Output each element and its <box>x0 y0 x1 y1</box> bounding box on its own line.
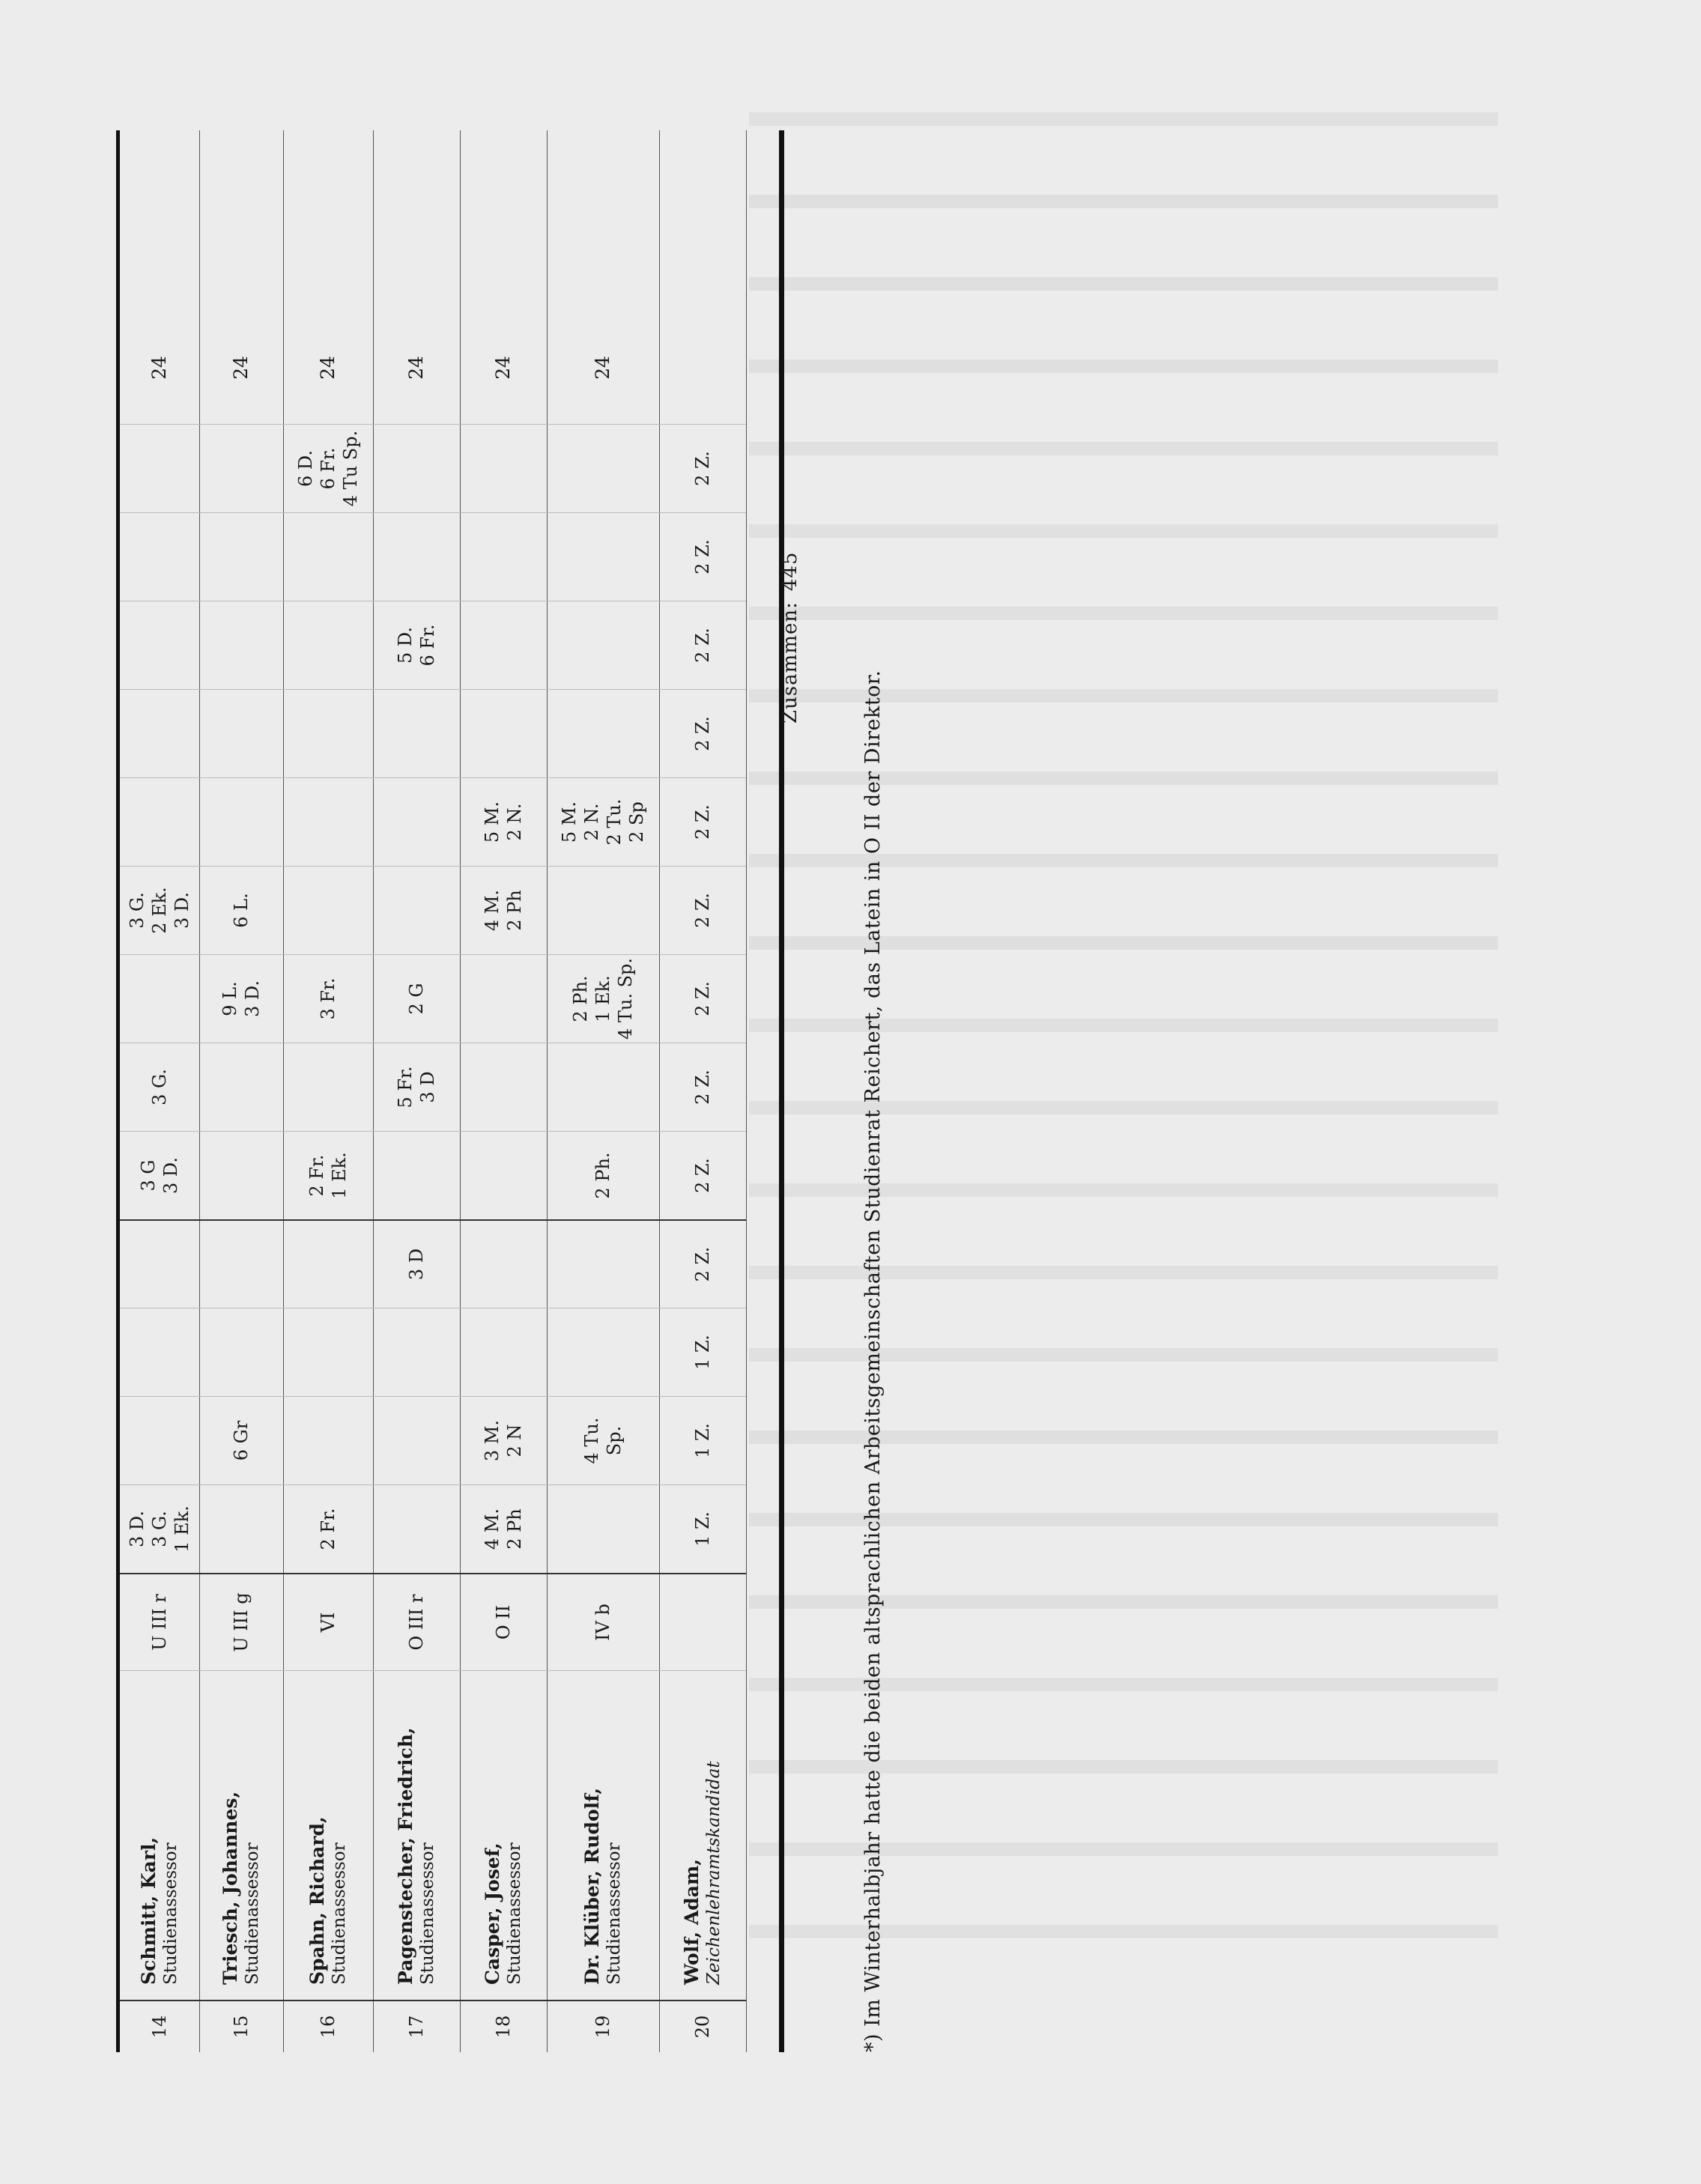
lesson-cell <box>199 1308 283 1396</box>
lesson-cell <box>120 954 199 1043</box>
hours-sum: 24 <box>317 356 339 380</box>
lesson-cell: 5 D. 6 Fr. <box>373 601 460 689</box>
teacher-name: Schmitt, Karl, <box>138 1836 160 1985</box>
lesson-cell: 4 M. 2 Ph <box>460 866 547 954</box>
lesson-cell: 3 D <box>373 1219 460 1308</box>
teacher-title: Studienassessor <box>243 1842 263 1985</box>
lesson-cell <box>547 601 659 689</box>
lesson-cell: 6 Gr <box>199 1396 283 1484</box>
lesson-cell: 2 Ph. <box>547 1131 659 1219</box>
lesson-cell: 3 D. 3 G. 1 Ek. <box>120 1484 199 1573</box>
teacher-cell <box>547 1670 659 2000</box>
lesson-cell: 2 Z. <box>659 954 746 1043</box>
row-number: 17 <box>373 2000 460 2052</box>
footnote: *) Im Winterhalbjahr hatte die beiden altsprachlichen Arbeitsgemeinschaften Studienrat Reichert, das Latein in O II der Direktor. <box>861 670 885 2052</box>
lesson-cell: 2 Fr. <box>283 1484 373 1573</box>
lesson-cell: 2 Z. <box>659 777 746 866</box>
lesson-cell <box>460 1043 547 1131</box>
lesson-cell: 3 G. <box>120 1043 199 1131</box>
table-row <box>659 130 747 2052</box>
class-teacher-of: VI <box>283 1573 373 1670</box>
lesson-cell <box>199 1043 283 1131</box>
lesson-cell: 5 Fr. 3 D <box>373 1043 460 1131</box>
lesson-cell <box>199 1484 283 1573</box>
lesson-cell <box>547 1308 659 1396</box>
table-row <box>120 130 200 2052</box>
lesson-cell: 2 Z. <box>659 512 746 601</box>
lesson-cell <box>120 689 199 777</box>
teacher-title: Zeichenlehramtskandidat <box>704 1761 724 1985</box>
lesson-cell: 4 Tu. Sp. <box>547 1396 659 1484</box>
teacher-cell <box>460 1670 547 2000</box>
teacher-cell <box>283 1670 373 2000</box>
lesson-cell <box>547 689 659 777</box>
class-teacher-of: U III g <box>199 1573 283 1670</box>
lesson-cell: 1 Z. <box>659 1396 746 1484</box>
teacher-cell <box>199 1670 283 2000</box>
class-teacher-of: IV b <box>547 1573 659 1670</box>
total-value: 445 <box>779 551 801 592</box>
lesson-cell: 6 D. 6 Fr. 4 Tu Sp. <box>283 424 373 512</box>
lesson-cell <box>373 512 460 601</box>
lesson-cell: 2 Z. <box>659 601 746 689</box>
teacher-name: Spahn, Richard, <box>306 1816 328 1985</box>
lesson-cell <box>547 424 659 512</box>
lesson-cell <box>199 512 283 601</box>
teacher-title: Studienassessor <box>161 1842 181 1985</box>
lesson-cell <box>199 1131 283 1219</box>
lesson-cell <box>120 424 199 512</box>
teacher-title: Studienassessor <box>418 1842 438 1985</box>
teacher-title: Studienassessor <box>505 1842 525 1985</box>
table-row <box>283 130 374 2052</box>
lesson-cell <box>120 1308 199 1396</box>
lesson-cell <box>547 1219 659 1308</box>
lesson-cell <box>373 1308 460 1396</box>
lesson-cell <box>460 424 547 512</box>
lesson-cell: 2 Z. <box>659 424 746 512</box>
lesson-cell <box>283 1219 373 1308</box>
lesson-cell <box>460 1308 547 1396</box>
teacher-cell <box>373 1670 460 2000</box>
lesson-cell <box>283 1043 373 1131</box>
lesson-cell <box>120 601 199 689</box>
lesson-cell <box>199 424 283 512</box>
teacher-cell <box>659 1670 746 2000</box>
lesson-cell: 2 Z. <box>659 689 746 777</box>
hours-sum: 24 <box>148 356 171 380</box>
lesson-cell: 4 M. 2 Ph <box>460 1484 547 1573</box>
lesson-cell: 2 Ph. 1 Ek. 4 Tu. Sp. <box>547 954 659 1043</box>
lesson-cell <box>373 777 460 866</box>
class-teacher-of <box>659 1573 746 1670</box>
lesson-cell <box>120 512 199 601</box>
lesson-cell: 6 L. <box>199 866 283 954</box>
total-label: Zusammen: <box>779 601 801 724</box>
teacher-name: Wolf, Adam, <box>681 1858 703 1985</box>
lesson-cell: 2 Z. <box>659 1131 746 1219</box>
lesson-cell <box>120 1396 199 1484</box>
teacher-name: Pagenstecher, Friedrich, <box>395 1727 416 1985</box>
table-row <box>373 130 461 2052</box>
table-row <box>460 130 548 2052</box>
lesson-cell <box>547 866 659 954</box>
lesson-cell <box>373 1131 460 1219</box>
class-teacher-of: O II <box>460 1573 547 1670</box>
hours-sum: 24 <box>230 356 252 380</box>
class-teacher-of: U III r <box>120 1573 199 1670</box>
row-number: 19 <box>547 2000 659 2052</box>
row-number: 18 <box>460 2000 547 2052</box>
table-row <box>199 130 284 2052</box>
lesson-cell <box>460 1219 547 1308</box>
lesson-cell <box>460 601 547 689</box>
lesson-cell: 2 Z. <box>659 1219 746 1308</box>
teacher-name: Casper, Josef, <box>482 1842 503 1985</box>
teacher-schedule-table <box>116 130 784 2052</box>
lesson-cell <box>460 954 547 1043</box>
lesson-cell: 1 Z. <box>659 1484 746 1573</box>
lesson-cell <box>283 512 373 601</box>
lesson-cell <box>283 1308 373 1396</box>
lesson-cell: 5 M. 2 N. 2 Tu. 2 Sp <box>547 777 659 866</box>
lesson-cell <box>547 1043 659 1131</box>
table-row <box>547 130 660 2052</box>
lesson-cell <box>283 689 373 777</box>
lesson-cell <box>547 1484 659 1573</box>
lesson-cell <box>199 689 283 777</box>
lesson-cell <box>373 1396 460 1484</box>
lesson-cell <box>460 689 547 777</box>
row-number: 20 <box>659 2000 746 2052</box>
row-number: 16 <box>283 2000 373 2052</box>
lesson-cell <box>199 777 283 866</box>
lesson-cell <box>373 424 460 512</box>
teacher-title: Studienassessor <box>330 1842 350 1985</box>
lesson-cell <box>283 866 373 954</box>
lesson-cell: 2 Z. <box>659 866 746 954</box>
lesson-cell: 2 G <box>373 954 460 1043</box>
lesson-cell <box>283 1396 373 1484</box>
hours-sum: 24 <box>405 356 428 380</box>
lesson-cell: 1 Z. <box>659 1308 746 1396</box>
lesson-cell <box>199 1219 283 1308</box>
lesson-cell <box>199 601 283 689</box>
lesson-cell: 3 G. 2 Ek. 3 D. <box>120 866 199 954</box>
lesson-cell: 2 Fr. 1 Ek. <box>283 1131 373 1219</box>
teacher-cell <box>120 1670 199 2000</box>
lesson-cell <box>460 512 547 601</box>
hours-sum: 24 <box>492 356 515 380</box>
teacher-name: Triesch, Johannes, <box>219 1791 241 1985</box>
teacher-name: Dr. Klüber, Rudolf, <box>581 1787 603 1985</box>
lesson-cell <box>283 777 373 866</box>
teacher-title: Studienassessor <box>604 1842 625 1985</box>
lesson-cell <box>373 1484 460 1573</box>
lesson-cell <box>120 777 199 866</box>
hours-sum <box>659 312 746 424</box>
lesson-cell: 9 L. 3 D. <box>199 954 283 1043</box>
lesson-cell <box>373 866 460 954</box>
lesson-cell: 3 Fr. <box>283 954 373 1043</box>
lesson-cell: 5 M. 2 N. <box>460 777 547 866</box>
row-number: 14 <box>120 2000 199 2052</box>
hours-sum: 24 <box>592 356 614 380</box>
class-teacher-of: O III r <box>373 1573 460 1670</box>
lesson-cell <box>460 1131 547 1219</box>
lesson-cell: 3 G 3 D. <box>120 1131 199 1219</box>
row-number: 15 <box>199 2000 283 2052</box>
lesson-cell <box>283 601 373 689</box>
lesson-cell <box>547 512 659 601</box>
lesson-cell <box>120 1219 199 1308</box>
total-line <box>779 124 801 724</box>
lesson-cell: 2 Z. <box>659 1043 746 1131</box>
lesson-cell <box>373 689 460 777</box>
lesson-cell: 3 M. 2 N <box>460 1396 547 1484</box>
